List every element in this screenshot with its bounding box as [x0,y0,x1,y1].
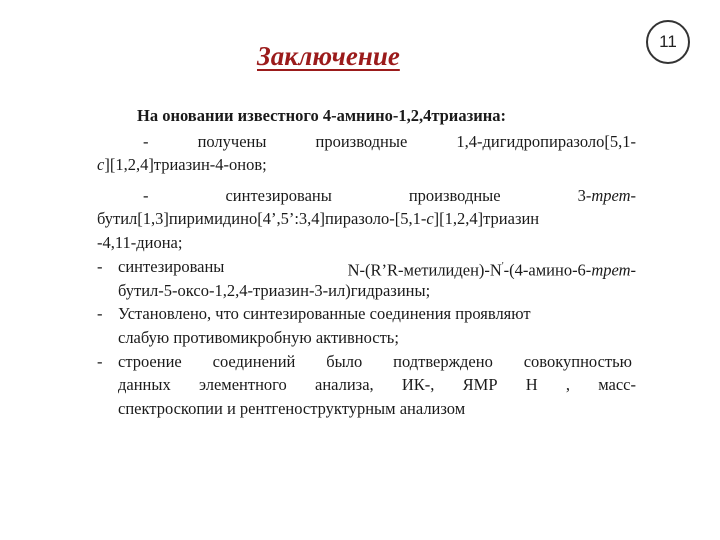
bullet-5-line-2: данных элементного анализа, ИК-, ЯМР Н , масс- [118,375,636,394]
bullet-4-dash: - [97,304,103,323]
bullet-1-line-2 [97,153,267,176]
bullet-3-line-1 [118,255,636,282]
bullet-1-dash: - [143,132,149,151]
page-number-badge [646,20,690,64]
intro-heading: На оновании известного 4-амнино-1,2,4триазина: [137,106,506,125]
italic-c: c [97,155,105,174]
word: синтезированы [118,257,225,276]
bullet-5-line-1: строение соединений было подтверждено совокупностью [118,352,632,371]
bullet-5-dash: - [97,352,103,371]
bullet-2-line-2: бутил[1,3]пиримидино[4’,5’:3,4]пиразоло-[5,1-c][1,2,4]триазин [97,209,540,228]
bullet-4-line-1: Установлено, что синтезированные соединения проявляют [118,304,531,323]
bullet-3-line-2: бутил-5-оксо-1,2,4-триазин-3-ил)гидразины; [118,281,431,300]
word: синтезированы [225,186,332,205]
text: ][1,2,4]триазин-4-онов; [104,155,267,174]
bullet-3-dash: - [97,257,103,276]
bullet-4-line-2: слабую противомикробную активность; [118,328,399,347]
bullet-2-line-1 [143,184,636,207]
word: производные [315,132,408,151]
page-number: 11 [659,32,677,51]
word: 3-трет- [577,186,636,205]
word: N-(R’R-метилиден)-N'-(4-амино-6-трет- [347,260,636,280]
bullet-2-dash: - [143,186,149,205]
italic-c: c [426,209,434,228]
bullet-5-line-3: спектроскопии и рентгеноструктурным анализом [118,399,466,418]
bullet-1-line-1 [143,130,636,153]
bullet-2-line-3: -4,11-диона; [97,233,183,252]
slide-title: Заключение [257,41,400,71]
word: получены [197,132,267,151]
word: 1,4-дигидропиразоло[5,1- [456,132,636,151]
word: производные [408,186,501,205]
